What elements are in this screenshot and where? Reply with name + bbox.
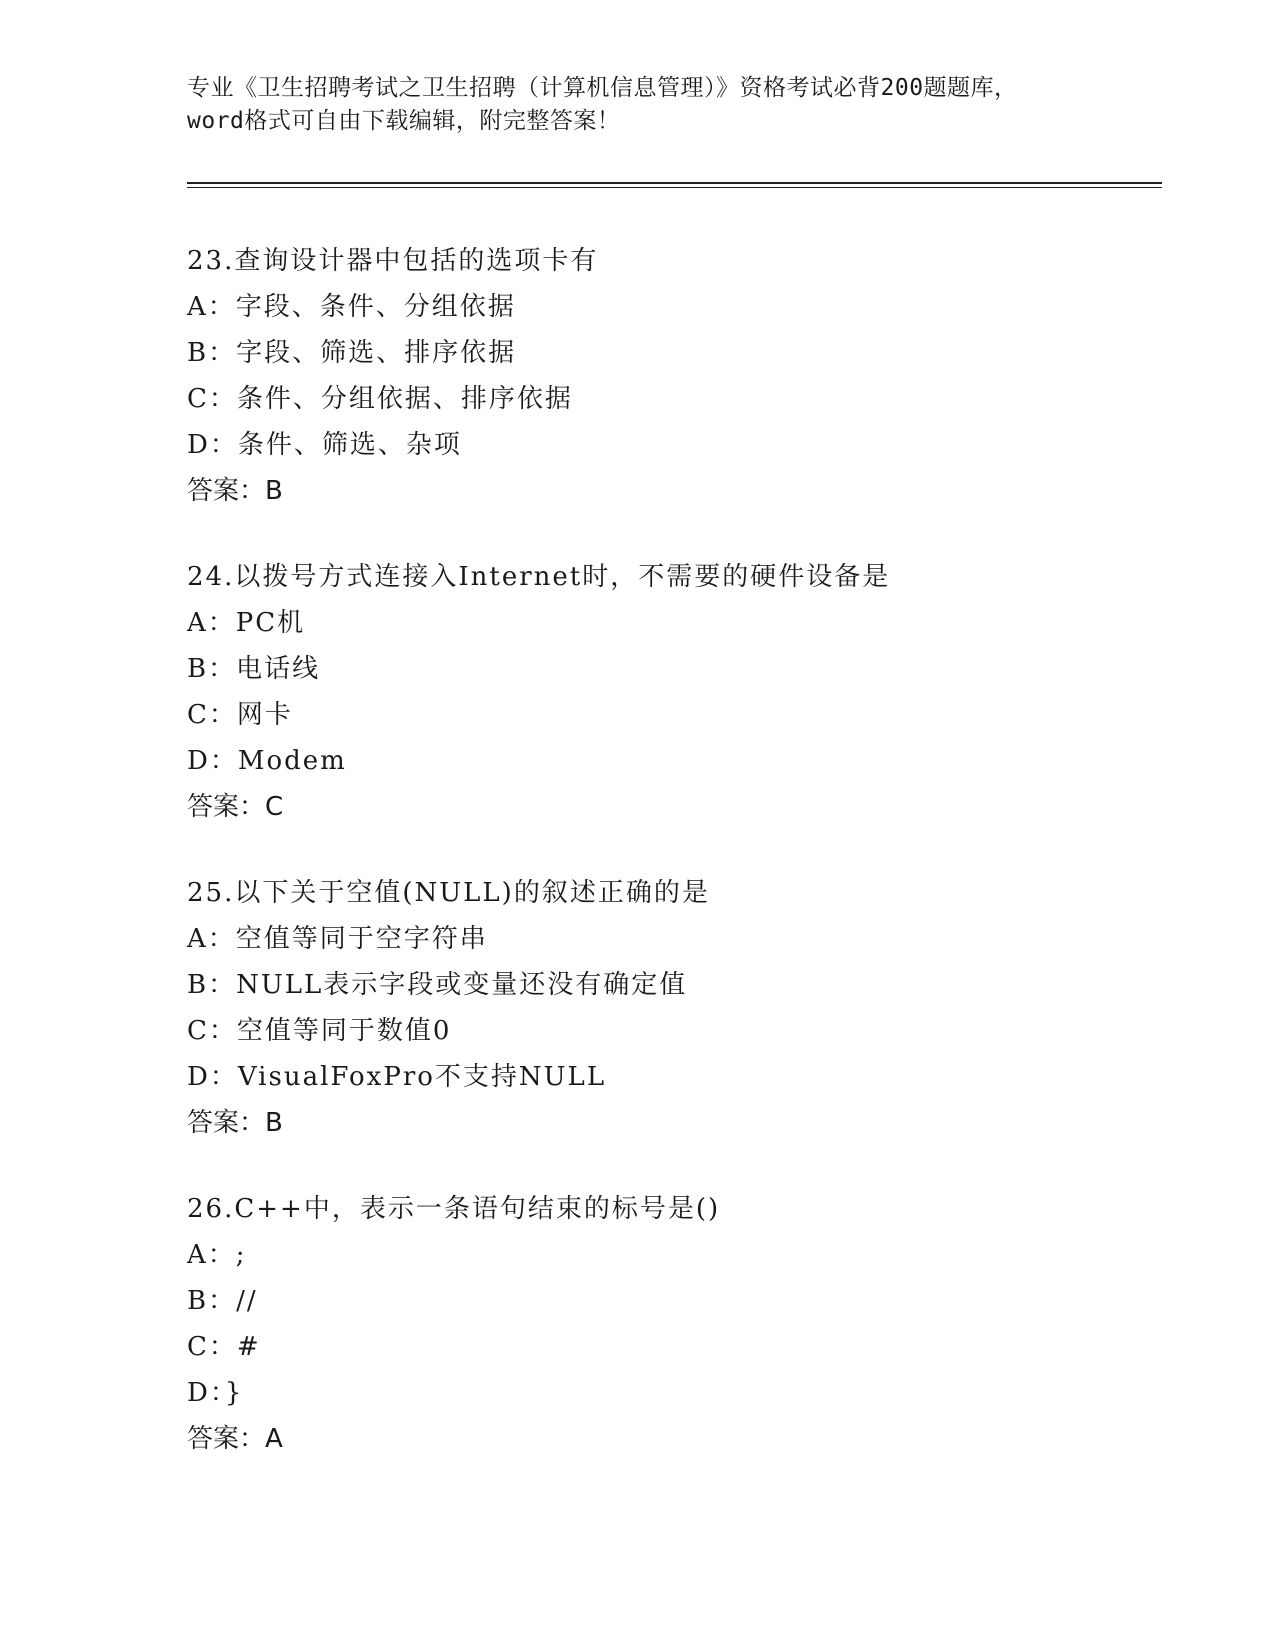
option-d: D：条件、筛选、杂项 <box>187 430 462 460</box>
question-24 <box>187 554 1162 830</box>
question-stem: 24.以拨号方式连接入Internet时，不需要的硬件设备是 <box>187 562 891 592</box>
option-a: A：; <box>187 1240 247 1270</box>
question-stem: 26.C++中，表示一条语句结束的标号是() <box>187 1194 721 1224</box>
question-stem: 23.查询设计器中包括的选项卡有 <box>187 246 599 276</box>
option-b: B：// <box>187 1286 258 1316</box>
option-c: C：# <box>187 1332 261 1362</box>
option-d: D：Modem <box>187 746 347 776</box>
answer-line: 答案：B <box>187 1108 283 1138</box>
question-26 <box>187 1186 1162 1462</box>
header-line-2: word格式可自由下载编辑，附完整答案！ <box>187 108 621 134</box>
option-a: A：PC机 <box>187 608 306 638</box>
option-b: B：NULL表示字段或变量还没有确定值 <box>187 970 688 1000</box>
answer-line: 答案：C <box>187 792 284 822</box>
option-c: C：空值等同于数值0 <box>187 1016 452 1046</box>
answer-line: 答案：B <box>187 476 283 506</box>
question-25 <box>187 870 1162 1146</box>
option-b: B：电话线 <box>187 654 321 684</box>
option-a: A：空值等同于空字符串 <box>187 924 488 954</box>
option-a: A：字段、条件、分组依据 <box>187 292 516 322</box>
header-divider-thin <box>187 187 1162 188</box>
option-d: D：} <box>187 1378 244 1408</box>
question-23 <box>187 238 1162 514</box>
question-stem: 25.以下关于空值(NULL)的叙述正确的是 <box>187 878 710 908</box>
option-d: D：VisualFoxPro不支持NULL <box>187 1062 607 1092</box>
header-divider <box>187 182 1162 184</box>
option-b: B：字段、筛选、排序依据 <box>187 338 517 368</box>
document-page <box>187 72 1162 1462</box>
option-c: C：网卡 <box>187 700 293 730</box>
option-c: C：条件、分组依据、排序依据 <box>187 384 573 414</box>
header-line-1: 专业《卫生招聘考试之卫生招聘（计算机信息管理）》资格考试必背200题题库， <box>187 75 1018 101</box>
answer-line: 答案：A <box>187 1424 283 1454</box>
